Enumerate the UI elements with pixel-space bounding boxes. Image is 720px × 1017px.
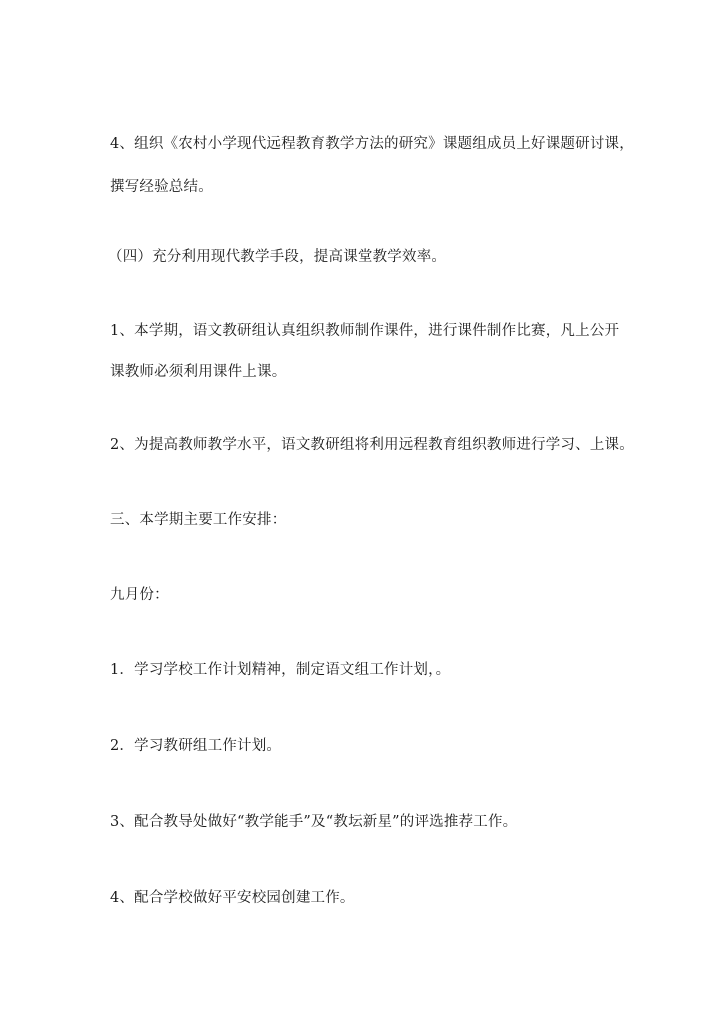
paragraph-line: 撰写经验总结。 — [110, 179, 213, 195]
paragraph-line: 4、组织《农村小学现代远程教育教学方法的研究》课题组成员上好课题研讨课， — [110, 136, 634, 152]
paragraph-line: 1、本学期，语文教研组认真组织教师制作课件，进行课件制作比赛，凡上公开 — [110, 323, 620, 339]
paragraph-line: 2、为提高教师教学水平，语文教研组将利用远程教育组织教师进行学习、上课。 — [110, 437, 634, 453]
section-heading: 三、本学期主要工作安排： — [110, 512, 287, 528]
list-item: 1．学习学校工作计划精神，制定语文组工作计划，。 — [110, 662, 451, 678]
month-heading: 九月份： — [110, 587, 169, 603]
list-item: 3、配合教导处做好“教学能手”及“教坛新星”的评选推荐工作。 — [110, 814, 518, 830]
list-item: 4、配合学校做好平安校园创建工作。 — [110, 890, 355, 906]
section-heading: （四）充分利用现代教学手段，提高课堂教学效率。 — [108, 249, 447, 265]
paragraph-line: 课教师必须利用课件上课。 — [110, 364, 287, 380]
list-item: 2．学习教研组工作计划。 — [110, 738, 282, 754]
